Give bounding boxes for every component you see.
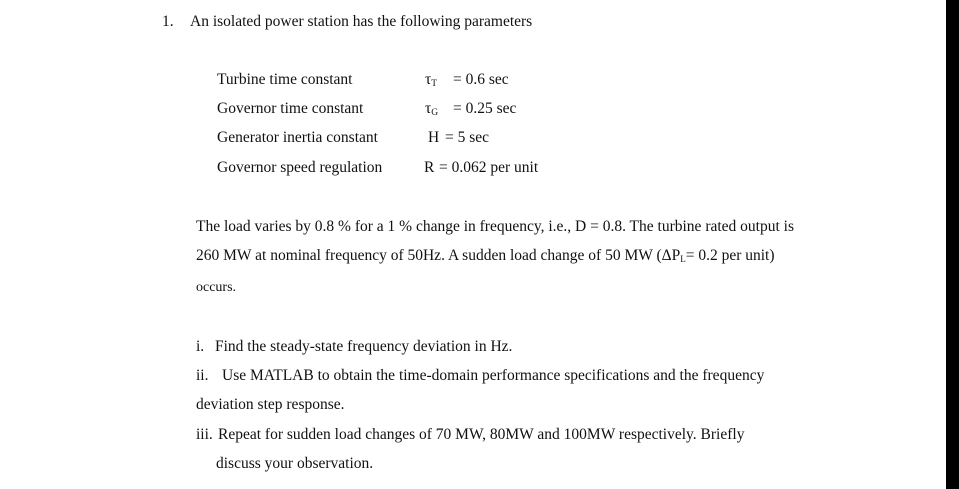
task-continuation: discuss your observation. (216, 455, 374, 472)
task-marker: iii. (196, 426, 213, 443)
task-continuation: deviation step response. (196, 396, 345, 413)
parameter-label: Governor time constant (217, 100, 364, 117)
parameter-label: Generator inertia constant (217, 129, 378, 146)
parameter-symbol: H (428, 129, 440, 146)
parameter-symbol: R (424, 159, 435, 176)
parameter-label: Turbine time constant (217, 71, 353, 88)
parameter-value: = 5 sec (445, 129, 490, 146)
description-line: occurs. (196, 280, 237, 295)
description-line: The load varies by 0.8 % for a 1 % change in frequency, i.e., D = 0.8. The turbine rated output is (196, 218, 794, 235)
description-line: 260 MW at nominal frequency of 50Hz. A sudden load change of 50 MW (ΔPL= 0.2 per unit) (196, 247, 775, 264)
task-marker: i. (196, 338, 205, 355)
parameter-value: = 0.25 sec (453, 100, 517, 117)
task-text: Use MATLAB to obtain the time-domain performance specifications and the frequency (222, 367, 765, 384)
parameter-symbol: $\tau_T$ (425, 71, 438, 89)
parameter-symbol: $\tau_G$ (425, 100, 439, 118)
question-intro: An isolated power station has the following parameters (190, 13, 533, 30)
parameter-value: = 0.6 sec (453, 71, 509, 88)
task-text: Repeat for sudden load changes of 70 MW, 80MW and 100MW respectively. Briefly (218, 426, 745, 443)
question-number: 1. (162, 13, 174, 30)
task-text: Find the steady-state frequency deviation in Hz. (215, 338, 513, 355)
parameter-label: Governor speed regulation (217, 159, 383, 176)
task-marker: ii. (196, 367, 209, 384)
parameter-value: = 0.062 per unit (439, 159, 539, 176)
